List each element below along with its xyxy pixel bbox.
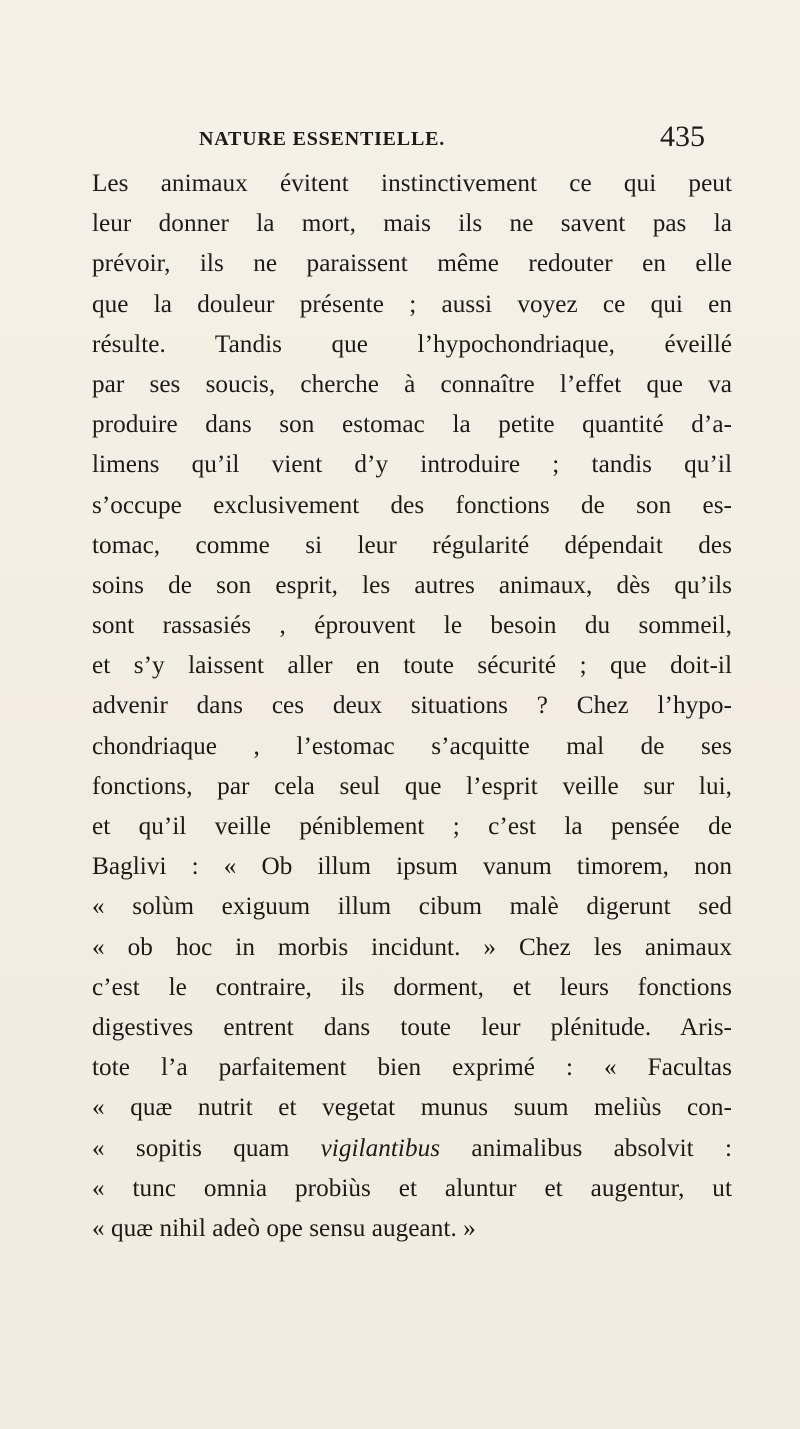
text-line: leur donner la mort, mais ils ne savent pas la — [92, 210, 732, 238]
text-line: et qu’il veille péniblement ; c’est la pensée de — [92, 813, 732, 840]
text-line: Baglivi : « Ob illum ipsum vanum timorem, non — [92, 853, 732, 881]
text-line: s’occupe exclusivement des fonctions de son es- — [92, 491, 732, 519]
text-line: Les animaux évitent instinctivement ce qui peut — [92, 170, 732, 197]
text-line: « quæ nutrit et vegetat munus suum meliùs con- — [92, 1094, 732, 1122]
running-title: NATURE ESSENTIELLE. — [199, 128, 446, 150]
text-line: advenir dans ces deux situations ? Chez l’hypo- — [92, 692, 732, 720]
text-line: produire dans son estomac la petite quantité d’a- — [92, 411, 732, 439]
text-line: limens qu’il vient d’y introduire ; tandis qu’il — [92, 451, 732, 479]
text-line: soins de son esprit, les autres animaux, dès qu’ils — [92, 571, 732, 599]
text-line: par ses soucis, cherche à connaître l’effet que va — [92, 370, 732, 398]
page-number: 435 — [660, 120, 705, 153]
italic-word: vigilantibus — [320, 1134, 441, 1162]
text-line: digestives entrent dans toute leur plénitude. Aris- — [92, 1013, 732, 1041]
text-line: « ob hoc in morbis incidunt. » Chez les animaux — [92, 933, 732, 961]
text-line: chondriaque , l’estomac s’acquitte mal de ses — [92, 732, 732, 760]
text-line: que la douleur présente ; aussi voyez ce qui en — [92, 290, 732, 318]
body-text — [92, 164, 732, 1249]
text-line-with-italic — [92, 1129, 732, 1169]
text-line: sont rassasiés , éprouvent le besoin du sommeil, — [92, 612, 732, 640]
text-line: fonctions, par cela seul que l’esprit veille sur lui, — [92, 772, 732, 800]
text-line: et s’y laissent aller en toute sécurité ; que doit-il — [92, 652, 732, 680]
text-line: tomac, comme si leur régularité dépendait des — [92, 531, 732, 559]
text-segment: animalibus absolvit : — [440, 1134, 732, 1162]
page-header — [145, 120, 705, 166]
text-line: c’est le contraire, ils dorment, et leurs fonctions — [92, 973, 732, 1001]
text-line: « tunc omnia probiùs et aluntur et augentur, ut — [92, 1174, 732, 1202]
text-line: « solùm exiguum illum cibum malè digerunt sed — [92, 893, 732, 921]
text-line: tote l’a parfaitement bien exprimé : « Facultas — [92, 1054, 732, 1082]
text-line: résulte. Tandis que l’hypochondriaque, éveillé — [92, 330, 732, 358]
text-line-last: « quæ nihil adeò ope sensu augeant. » — [92, 1214, 476, 1242]
text-segment: « sopitis quam — [92, 1134, 321, 1162]
text-line: prévoir, ils ne paraissent même redouter en elle — [92, 250, 732, 278]
